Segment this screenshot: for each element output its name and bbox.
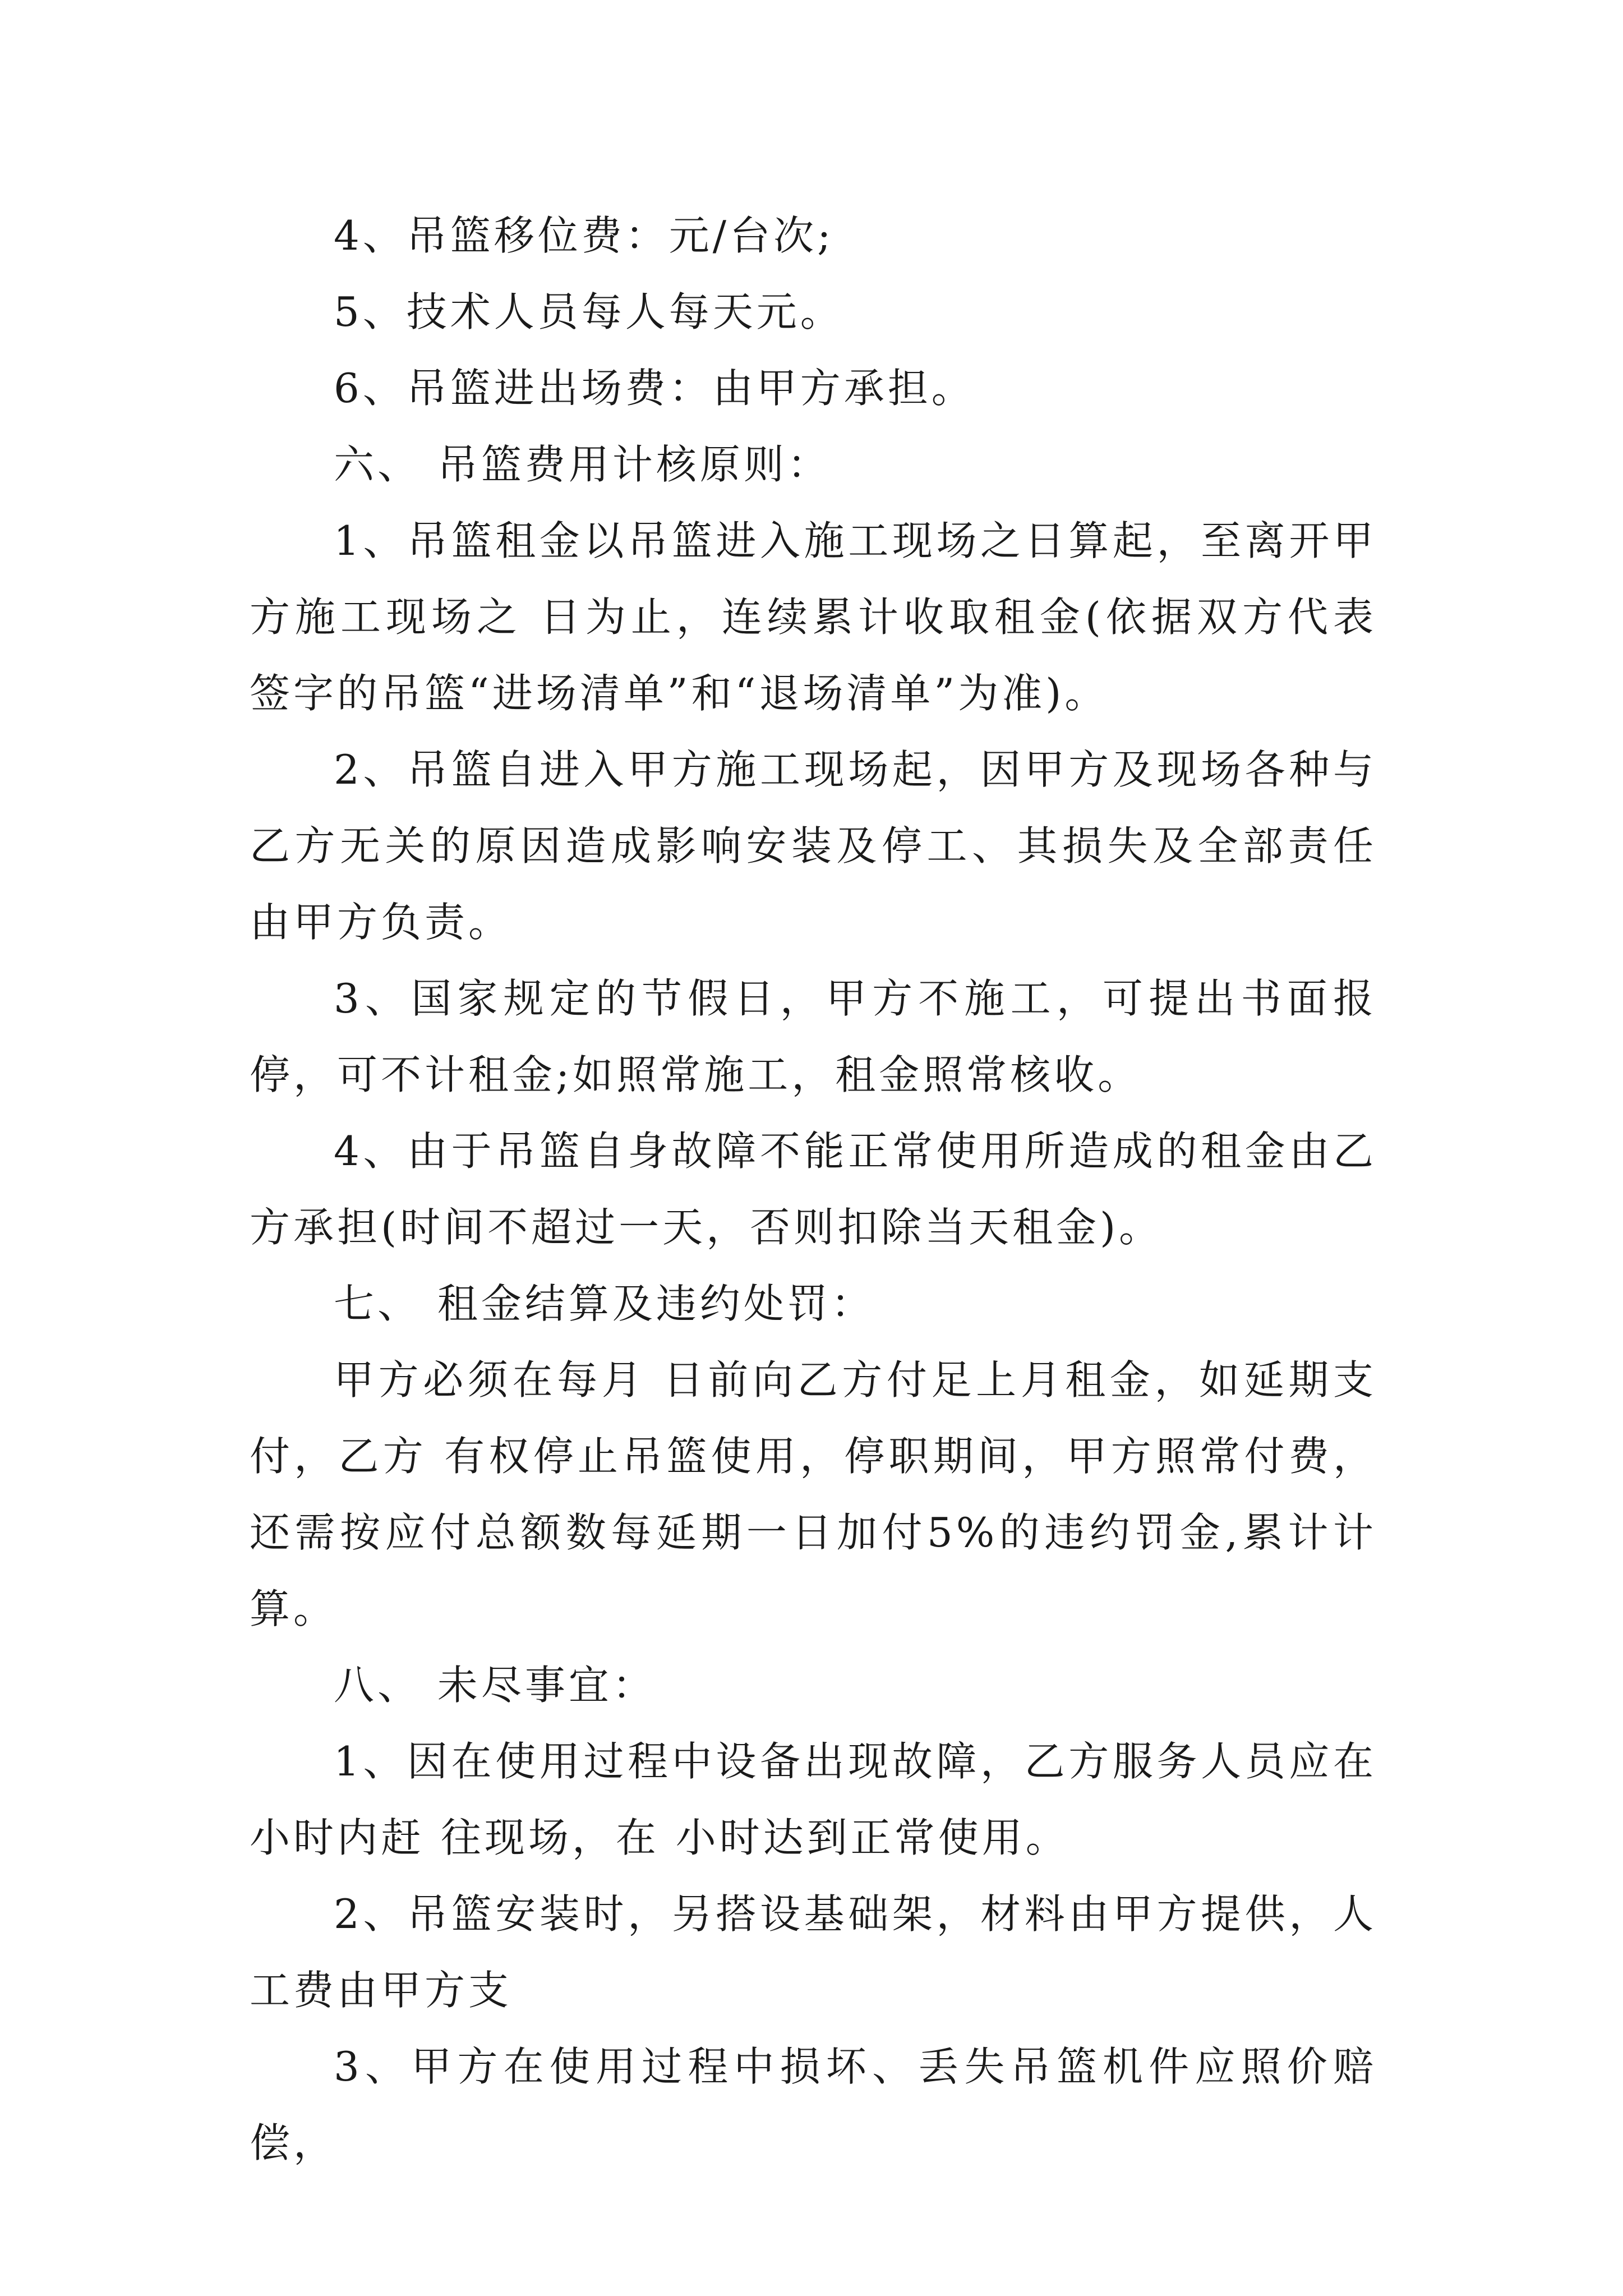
paragraph-rule-3: 3、国家规定的节假日，甲方不施工，可提出书面报停，可不计租金;如照常施工，租金照常核收。: [250, 975, 1377, 1098]
paragraph-rule-1: 1、吊篮租金以吊篮进入施工现场之日算起，至离开甲方施工现场之 日为止，连续累计收取租金(依据双方代表签字的吊篮“进场清单”和“退场清单”为准)。: [250, 517, 1377, 717]
document-body: [250, 197, 1377, 2181]
paragraph-misc-1: 1、因在使用过程中设备出现故障，乙方服务人员应在小时内赶 往现场，在 小时达到正常使用。: [250, 1738, 1377, 1861]
section-heading-6: 六、 吊篮费用计核原则：: [334, 441, 831, 488]
paragraph-fee-entry-exit: 6、吊篮进出场费：由甲方承担。: [334, 365, 975, 412]
paragraph-rule-4: 4、由于吊篮自身故障不能正常使用所造成的租金由乙方承担(时间不超过一天，否则扣除当天租金)。: [250, 1128, 1377, 1251]
paragraph-misc-3: 3、甲方在使用过程中损坏、丢失吊篮机件应照价赔偿，: [250, 2043, 1377, 2166]
section-heading-7: 七、 租金结算及违约处罚：: [334, 1280, 875, 1327]
paragraph-misc-2: 2、吊篮安装时，另搭设基础架，材料由甲方提供，人工费由甲方支: [250, 1890, 1377, 2014]
paragraph-fee-relocation: 4、吊篮移位费：元/台次;: [334, 212, 834, 259]
paragraph-settlement: 甲方必须在每月 日前向乙方付足上月租金，如延期支付，乙方 有权停止吊篮使用，停职期间，甲方照常付费，还需按应付总额数每延期一日加付5%的违约罚金,累计计算。: [250, 1356, 1377, 1632]
paragraph-rule-2: 2、吊篮自进入甲方施工现场起，因甲方及现场各种与乙方无关的原因造成影响安装及停工、其损失及全部责任由甲方负责。: [250, 746, 1377, 946]
section-heading-8: 八、 未尽事宜：: [334, 1662, 656, 1709]
paragraph-fee-technician: 5、技术人员每人每天元。: [334, 288, 844, 335]
